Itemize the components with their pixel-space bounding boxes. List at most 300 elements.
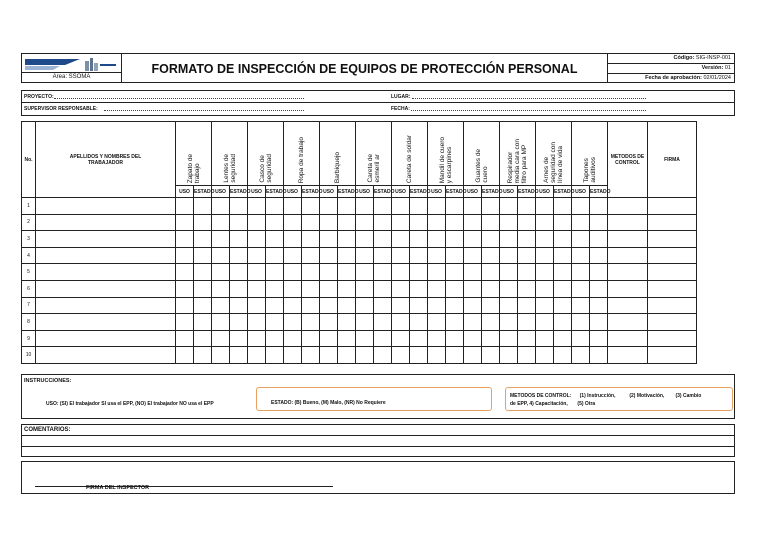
worker-name-cell[interactable] bbox=[36, 297, 176, 314]
estado-cell[interactable] bbox=[374, 330, 392, 347]
uso-cell[interactable] bbox=[248, 314, 266, 331]
location-field[interactable] bbox=[412, 98, 646, 99]
uso-cell[interactable] bbox=[356, 330, 374, 347]
epp-header bbox=[428, 122, 464, 186]
epp-header bbox=[464, 122, 500, 186]
epp-header-label: Guantes de cuero bbox=[474, 149, 489, 183]
uso-cell[interactable] bbox=[212, 247, 230, 264]
estado-cell[interactable] bbox=[338, 247, 356, 264]
estado-cell[interactable] bbox=[446, 231, 464, 248]
comment-line[interactable] bbox=[22, 435, 734, 436]
uso-cell[interactable] bbox=[464, 347, 482, 364]
uso-cell[interactable] bbox=[320, 264, 338, 281]
estado-cell[interactable] bbox=[266, 247, 284, 264]
estado-cell[interactable] bbox=[590, 264, 608, 281]
uso-cell[interactable] bbox=[320, 231, 338, 248]
estado-cell[interactable] bbox=[410, 198, 428, 215]
uso-cell[interactable] bbox=[428, 330, 446, 347]
worker-name-cell[interactable] bbox=[36, 264, 176, 281]
uso-cell[interactable] bbox=[536, 347, 554, 364]
estado-cell[interactable] bbox=[302, 231, 320, 248]
uso-cell[interactable] bbox=[464, 330, 482, 347]
estado-cell[interactable] bbox=[518, 297, 536, 314]
estado-cell[interactable] bbox=[554, 314, 572, 331]
uso-cell[interactable] bbox=[428, 231, 446, 248]
signature-cell[interactable] bbox=[648, 198, 697, 215]
estado-cell[interactable] bbox=[194, 264, 212, 281]
estado-cell[interactable] bbox=[374, 198, 392, 215]
methods-cell[interactable] bbox=[608, 330, 648, 347]
uso-cell[interactable] bbox=[176, 280, 194, 297]
uso-cell[interactable] bbox=[464, 247, 482, 264]
uso-cell[interactable] bbox=[464, 264, 482, 281]
uso-cell[interactable] bbox=[248, 214, 266, 231]
estado-cell[interactable] bbox=[410, 314, 428, 331]
uso-cell[interactable] bbox=[392, 330, 410, 347]
estado-cell[interactable] bbox=[302, 214, 320, 231]
estado-cell[interactable] bbox=[338, 264, 356, 281]
estado-cell[interactable] bbox=[590, 231, 608, 248]
uso-cell[interactable] bbox=[176, 247, 194, 264]
worker-name-cell[interactable] bbox=[36, 280, 176, 297]
uso-cell[interactable] bbox=[536, 280, 554, 297]
worker-name-cell[interactable] bbox=[36, 347, 176, 364]
estado-cell[interactable] bbox=[266, 330, 284, 347]
estado-cell[interactable] bbox=[338, 280, 356, 297]
uso-cell[interactable] bbox=[212, 347, 230, 364]
worker-name-cell[interactable] bbox=[36, 214, 176, 231]
uso-cell[interactable] bbox=[392, 297, 410, 314]
uso-cell[interactable] bbox=[176, 231, 194, 248]
uso-cell[interactable] bbox=[392, 314, 410, 331]
uso-cell[interactable] bbox=[500, 198, 518, 215]
estado-cell[interactable] bbox=[194, 198, 212, 215]
methods-cell[interactable] bbox=[608, 264, 648, 281]
estado-cell[interactable] bbox=[590, 347, 608, 364]
signature-cell[interactable] bbox=[648, 280, 697, 297]
uso-cell[interactable] bbox=[536, 297, 554, 314]
uso-cell[interactable] bbox=[572, 264, 590, 281]
uso-cell[interactable] bbox=[572, 314, 590, 331]
estado-subheader: ESTADO bbox=[446, 186, 464, 198]
worker-name-cell[interactable] bbox=[36, 231, 176, 248]
uso-cell[interactable] bbox=[392, 347, 410, 364]
uso-cell[interactable] bbox=[284, 264, 302, 281]
estado-subheader: ESTADO bbox=[482, 186, 500, 198]
estado-cell[interactable] bbox=[446, 314, 464, 331]
uso-cell[interactable] bbox=[284, 198, 302, 215]
estado-cell[interactable] bbox=[554, 280, 572, 297]
methods-cell[interactable] bbox=[608, 198, 648, 215]
uso-cell[interactable] bbox=[500, 247, 518, 264]
uso-cell[interactable] bbox=[392, 247, 410, 264]
estado-cell[interactable] bbox=[446, 330, 464, 347]
estado-cell[interactable] bbox=[410, 247, 428, 264]
uso-cell[interactable] bbox=[212, 297, 230, 314]
uso-cell[interactable] bbox=[284, 314, 302, 331]
estado-cell[interactable] bbox=[482, 314, 500, 331]
estado-cell[interactable] bbox=[482, 280, 500, 297]
estado-cell[interactable] bbox=[482, 231, 500, 248]
estado-cell[interactable] bbox=[338, 314, 356, 331]
estado-cell[interactable] bbox=[338, 198, 356, 215]
uso-cell[interactable] bbox=[284, 347, 302, 364]
uso-cell[interactable] bbox=[356, 214, 374, 231]
signature-cell[interactable] bbox=[648, 297, 697, 314]
uso-cell[interactable] bbox=[428, 247, 446, 264]
uso-cell[interactable] bbox=[500, 231, 518, 248]
estado-cell[interactable] bbox=[590, 314, 608, 331]
estado-cell[interactable] bbox=[302, 264, 320, 281]
methods-cell[interactable] bbox=[608, 297, 648, 314]
uso-cell[interactable] bbox=[536, 264, 554, 281]
methods-instruction-box bbox=[505, 387, 733, 411]
estado-cell[interactable] bbox=[230, 330, 248, 347]
estado-cell[interactable] bbox=[482, 198, 500, 215]
uso-cell[interactable] bbox=[464, 231, 482, 248]
project-label: PROYECTO: bbox=[24, 94, 54, 100]
uso-cell[interactable] bbox=[176, 264, 194, 281]
estado-cell[interactable] bbox=[302, 280, 320, 297]
signature-cell[interactable] bbox=[648, 264, 697, 281]
estado-cell[interactable] bbox=[410, 231, 428, 248]
uso-cell[interactable] bbox=[284, 297, 302, 314]
uso-cell[interactable] bbox=[212, 330, 230, 347]
estado-cell[interactable] bbox=[338, 297, 356, 314]
estado-cell[interactable] bbox=[194, 231, 212, 248]
estado-cell[interactable] bbox=[194, 214, 212, 231]
uso-cell[interactable] bbox=[320, 280, 338, 297]
estado-cell[interactable] bbox=[410, 297, 428, 314]
row-number: 7 bbox=[22, 297, 36, 314]
uso-cell[interactable] bbox=[536, 198, 554, 215]
estado-cell[interactable] bbox=[230, 198, 248, 215]
uso-cell[interactable] bbox=[536, 214, 554, 231]
estado-cell[interactable] bbox=[194, 330, 212, 347]
estado-cell[interactable] bbox=[338, 330, 356, 347]
estado-cell[interactable] bbox=[518, 231, 536, 248]
uso-cell[interactable] bbox=[284, 231, 302, 248]
estado-cell[interactable] bbox=[410, 347, 428, 364]
uso-cell[interactable] bbox=[176, 330, 194, 347]
estado-cell[interactable] bbox=[374, 280, 392, 297]
uso-cell[interactable] bbox=[464, 314, 482, 331]
row-number: 3 bbox=[22, 231, 36, 248]
estado-cell[interactable] bbox=[230, 347, 248, 364]
signature-cell[interactable] bbox=[648, 214, 697, 231]
estado-cell[interactable] bbox=[482, 347, 500, 364]
estado-cell[interactable] bbox=[446, 198, 464, 215]
epp-header-label: Arnes de seguridad con línea de vida bbox=[543, 142, 564, 183]
uso-cell[interactable] bbox=[212, 214, 230, 231]
uso-cell[interactable] bbox=[320, 297, 338, 314]
methods-header: METODOS DE CONTROL bbox=[608, 122, 648, 198]
uso-cell[interactable] bbox=[464, 280, 482, 297]
estado-cell[interactable] bbox=[266, 231, 284, 248]
uso-cell[interactable] bbox=[572, 231, 590, 248]
methods-cell[interactable] bbox=[608, 247, 648, 264]
uso-cell[interactable] bbox=[284, 280, 302, 297]
uso-cell[interactable] bbox=[212, 314, 230, 331]
uso-cell[interactable] bbox=[536, 231, 554, 248]
estado-cell[interactable] bbox=[374, 297, 392, 314]
uso-cell[interactable] bbox=[572, 330, 590, 347]
uso-cell[interactable] bbox=[392, 214, 410, 231]
estado-cell[interactable] bbox=[554, 198, 572, 215]
estado-cell[interactable] bbox=[554, 347, 572, 364]
estado-cell[interactable] bbox=[482, 330, 500, 347]
estado-cell[interactable] bbox=[338, 214, 356, 231]
estado-cell[interactable] bbox=[518, 330, 536, 347]
estado-cell[interactable] bbox=[410, 330, 428, 347]
estado-cell[interactable] bbox=[194, 314, 212, 331]
comment-line[interactable] bbox=[22, 446, 734, 447]
estado-cell[interactable] bbox=[194, 280, 212, 297]
uso-cell[interactable] bbox=[176, 198, 194, 215]
uso-cell[interactable] bbox=[428, 198, 446, 215]
estado-cell[interactable] bbox=[590, 198, 608, 215]
uso-cell[interactable] bbox=[284, 247, 302, 264]
estado-cell[interactable] bbox=[374, 214, 392, 231]
uso-cell[interactable] bbox=[356, 198, 374, 215]
uso-cell[interactable] bbox=[536, 330, 554, 347]
name-header: APELLIDOS Y NOMBRES DEL TRABAJADOR bbox=[36, 122, 176, 198]
estado-cell[interactable] bbox=[518, 264, 536, 281]
signature-cell[interactable] bbox=[648, 347, 697, 364]
uso-cell[interactable] bbox=[176, 347, 194, 364]
uso-cell[interactable] bbox=[356, 247, 374, 264]
estado-cell[interactable] bbox=[590, 297, 608, 314]
estado-cell[interactable] bbox=[410, 264, 428, 281]
estado-cell[interactable] bbox=[302, 247, 320, 264]
estado-cell[interactable] bbox=[590, 330, 608, 347]
uso-cell[interactable] bbox=[248, 280, 266, 297]
estado-cell[interactable] bbox=[554, 214, 572, 231]
estado-cell[interactable] bbox=[446, 214, 464, 231]
estado-cell[interactable] bbox=[446, 264, 464, 281]
estado-instruction: ESTADO: (B) Bueno, (M) Malo, (NR) No Requiere bbox=[271, 400, 386, 406]
estado-cell[interactable] bbox=[230, 280, 248, 297]
uso-cell[interactable] bbox=[356, 314, 374, 331]
uso-cell[interactable] bbox=[500, 347, 518, 364]
methods-cell[interactable] bbox=[608, 314, 648, 331]
estado-cell[interactable] bbox=[554, 330, 572, 347]
estado-cell[interactable] bbox=[446, 280, 464, 297]
methods-cell[interactable] bbox=[608, 214, 648, 231]
uso-cell[interactable] bbox=[500, 214, 518, 231]
uso-cell[interactable] bbox=[392, 280, 410, 297]
uso-cell[interactable] bbox=[320, 347, 338, 364]
uso-cell[interactable] bbox=[356, 297, 374, 314]
estado-cell[interactable] bbox=[230, 214, 248, 231]
estado-cell[interactable] bbox=[374, 347, 392, 364]
estado-cell[interactable] bbox=[302, 330, 320, 347]
uso-cell[interactable] bbox=[320, 314, 338, 331]
uso-cell[interactable] bbox=[356, 264, 374, 281]
estado-cell[interactable] bbox=[338, 231, 356, 248]
methods-instruction-line2: de EPP, 4) Capacitación, (5) Otra bbox=[510, 401, 596, 407]
uso-cell[interactable] bbox=[248, 330, 266, 347]
uso-cell[interactable] bbox=[500, 330, 518, 347]
uso-cell[interactable] bbox=[464, 214, 482, 231]
estado-cell[interactable] bbox=[446, 297, 464, 314]
estado-cell[interactable] bbox=[518, 314, 536, 331]
estado-cell[interactable] bbox=[230, 297, 248, 314]
uso-cell[interactable] bbox=[212, 264, 230, 281]
estado-cell[interactable] bbox=[194, 297, 212, 314]
estado-cell[interactable] bbox=[194, 247, 212, 264]
estado-cell[interactable] bbox=[554, 297, 572, 314]
estado-cell[interactable] bbox=[518, 198, 536, 215]
uso-cell[interactable] bbox=[212, 280, 230, 297]
worker-name-cell[interactable] bbox=[36, 314, 176, 331]
estado-cell[interactable] bbox=[554, 264, 572, 281]
uso-cell[interactable] bbox=[392, 198, 410, 215]
uso-cell[interactable] bbox=[572, 214, 590, 231]
estado-cell[interactable] bbox=[482, 247, 500, 264]
date-field[interactable] bbox=[411, 110, 646, 111]
estado-cell[interactable] bbox=[518, 214, 536, 231]
uso-cell[interactable] bbox=[320, 247, 338, 264]
estado-cell[interactable] bbox=[554, 231, 572, 248]
inspector-signature-line[interactable] bbox=[35, 486, 333, 487]
signature-cell[interactable] bbox=[648, 330, 697, 347]
estado-cell[interactable] bbox=[374, 264, 392, 281]
table-row bbox=[22, 264, 697, 281]
estado-cell[interactable] bbox=[590, 247, 608, 264]
uso-cell[interactable] bbox=[356, 280, 374, 297]
uso-cell[interactable] bbox=[572, 297, 590, 314]
uso-cell[interactable] bbox=[572, 247, 590, 264]
estado-subheader: ESTADO bbox=[554, 186, 572, 198]
epp-header bbox=[392, 122, 428, 186]
estado-cell[interactable] bbox=[266, 347, 284, 364]
estado-cell[interactable] bbox=[374, 247, 392, 264]
estado-cell[interactable] bbox=[446, 247, 464, 264]
estado-cell[interactable] bbox=[482, 214, 500, 231]
estado-cell[interactable] bbox=[446, 347, 464, 364]
uso-cell[interactable] bbox=[500, 280, 518, 297]
uso-cell[interactable] bbox=[356, 347, 374, 364]
uso-cell[interactable] bbox=[320, 330, 338, 347]
uso-cell[interactable] bbox=[248, 231, 266, 248]
uso-cell[interactable] bbox=[428, 214, 446, 231]
uso-cell[interactable] bbox=[500, 264, 518, 281]
estado-cell[interactable] bbox=[374, 314, 392, 331]
epp-header bbox=[320, 122, 356, 186]
table-row bbox=[22, 231, 697, 248]
estado-cell[interactable] bbox=[554, 247, 572, 264]
estado-cell[interactable] bbox=[230, 247, 248, 264]
estado-cell[interactable] bbox=[302, 198, 320, 215]
uso-cell[interactable] bbox=[248, 264, 266, 281]
estado-cell[interactable] bbox=[590, 280, 608, 297]
estado-cell[interactable] bbox=[374, 231, 392, 248]
estado-cell[interactable] bbox=[230, 231, 248, 248]
estado-cell[interactable] bbox=[410, 214, 428, 231]
uso-cell[interactable] bbox=[428, 314, 446, 331]
signature-cell[interactable] bbox=[648, 314, 697, 331]
uso-cell[interactable] bbox=[536, 314, 554, 331]
project-field[interactable] bbox=[54, 98, 304, 99]
uso-cell[interactable] bbox=[212, 198, 230, 215]
uso-cell[interactable] bbox=[248, 297, 266, 314]
uso-cell[interactable] bbox=[572, 198, 590, 215]
uso-cell[interactable] bbox=[392, 264, 410, 281]
estado-cell[interactable] bbox=[410, 280, 428, 297]
uso-cell[interactable] bbox=[428, 280, 446, 297]
uso-cell[interactable] bbox=[428, 297, 446, 314]
methods-cell[interactable] bbox=[608, 280, 648, 297]
uso-cell[interactable] bbox=[284, 330, 302, 347]
uso-cell[interactable] bbox=[536, 247, 554, 264]
estado-cell[interactable] bbox=[266, 214, 284, 231]
signature-cell[interactable] bbox=[648, 231, 697, 248]
inspector-signature-section bbox=[21, 461, 735, 494]
estado-cell[interactable] bbox=[518, 347, 536, 364]
uso-cell[interactable] bbox=[176, 297, 194, 314]
uso-cell[interactable] bbox=[212, 231, 230, 248]
worker-name-cell[interactable] bbox=[36, 330, 176, 347]
epp-header-label: Careta de soldar bbox=[406, 134, 413, 183]
uso-cell[interactable] bbox=[248, 198, 266, 215]
estado-cell[interactable] bbox=[482, 297, 500, 314]
uso-cell[interactable] bbox=[572, 347, 590, 364]
uso-cell[interactable] bbox=[248, 347, 266, 364]
estado-cell[interactable] bbox=[482, 264, 500, 281]
estado-cell[interactable] bbox=[518, 280, 536, 297]
uso-cell[interactable] bbox=[248, 247, 266, 264]
estado-cell[interactable] bbox=[266, 297, 284, 314]
estado-cell[interactable] bbox=[302, 297, 320, 314]
estado-cell[interactable] bbox=[302, 314, 320, 331]
signature-cell[interactable] bbox=[648, 247, 697, 264]
uso-cell[interactable] bbox=[464, 297, 482, 314]
uso-cell[interactable] bbox=[320, 214, 338, 231]
uso-cell[interactable] bbox=[320, 198, 338, 215]
uso-cell[interactable] bbox=[284, 214, 302, 231]
estado-cell[interactable] bbox=[518, 247, 536, 264]
uso-cell[interactable] bbox=[500, 314, 518, 331]
estado-cell[interactable] bbox=[338, 347, 356, 364]
methods-cell[interactable] bbox=[608, 347, 648, 364]
uso-cell[interactable] bbox=[428, 264, 446, 281]
worker-name-cell[interactable] bbox=[36, 198, 176, 215]
uso-cell[interactable] bbox=[572, 280, 590, 297]
uso-cell[interactable] bbox=[356, 231, 374, 248]
uso-cell[interactable] bbox=[392, 231, 410, 248]
estado-subheader: ESTADO bbox=[230, 186, 248, 198]
uso-cell[interactable] bbox=[428, 347, 446, 364]
estado-cell[interactable] bbox=[266, 314, 284, 331]
estado-cell[interactable] bbox=[266, 280, 284, 297]
supervisor-field[interactable] bbox=[104, 110, 304, 111]
uso-cell[interactable] bbox=[176, 314, 194, 331]
methods-cell[interactable] bbox=[608, 231, 648, 248]
estado-cell[interactable] bbox=[230, 264, 248, 281]
uso-cell[interactable] bbox=[500, 297, 518, 314]
uso-subheader: USO bbox=[212, 186, 230, 198]
worker-name-cell[interactable] bbox=[36, 247, 176, 264]
estado-cell[interactable] bbox=[302, 347, 320, 364]
uso-cell[interactable] bbox=[464, 198, 482, 215]
estado-cell[interactable] bbox=[230, 314, 248, 331]
uso-cell[interactable] bbox=[176, 214, 194, 231]
estado-cell[interactable] bbox=[266, 198, 284, 215]
estado-cell[interactable] bbox=[266, 264, 284, 281]
estado-cell[interactable] bbox=[194, 347, 212, 364]
estado-cell[interactable] bbox=[590, 214, 608, 231]
